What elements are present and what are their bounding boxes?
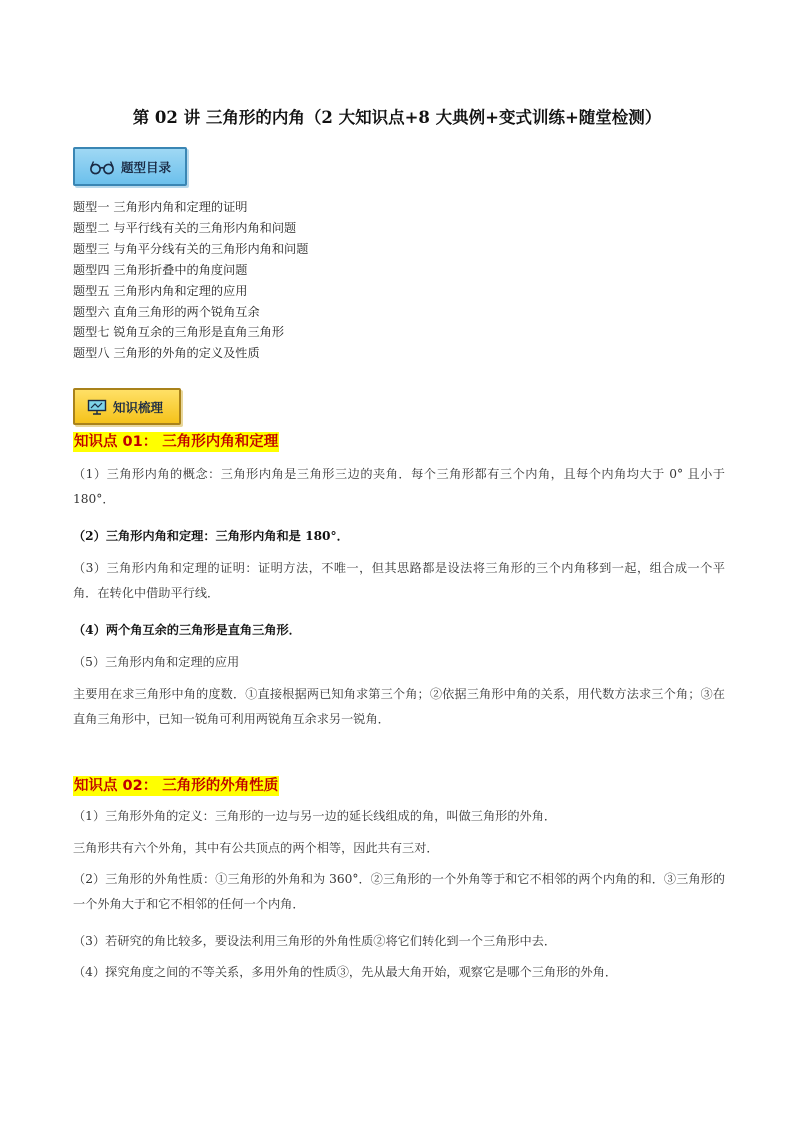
- paragraph: （2）三角形内角和定理：三角形内角和是 180°．: [73, 529, 349, 543]
- paragraph: 三角形共有六个外角，其中有公共顶点的两个相等，因此共有三对．: [73, 841, 439, 855]
- paragraph: （1）三角形内角的概念：三角形内角是三角形三边的夹角．每个三角形都有三个内角，且每个内角均大于 0° 且小于 180°．: [73, 467, 725, 506]
- presentation-board-icon: [87, 399, 107, 415]
- page-title: 第 02 讲 三角形的内角（2 大知识点+8 大典例+变式训练+随堂检测）: [132, 108, 662, 127]
- knowledge-badge-label: 知识梳理: [113, 399, 164, 415]
- toc-badge: [73, 147, 187, 186]
- toc-item: 题型三 与角平分线有关的三角形内角和问题: [73, 241, 309, 256]
- knowledge-badge: [73, 388, 181, 425]
- toc-item: 题型五 三角形内角和定理的应用: [73, 283, 248, 298]
- paragraph: 主要用在求三角形中角的度数．①直接根据两已知角求第三个角；②依据三角形中角的关系，用代数方法求三个角；③在直角三角形中，已知一锐角可利用两锐角互余求另一锐角．: [73, 687, 725, 726]
- toc-item: 题型二 与平行线有关的三角形内角和问题: [73, 220, 297, 235]
- glasses-icon: [89, 159, 115, 175]
- paragraph: （2）三角形的外角性质：①三角形的外角和为 360°．②三角形的一个外角等于和它不相邻的两个内角的和．③三角形的一个外角大于和它不相邻的任何一个内角．: [73, 872, 725, 911]
- paragraph: （4）探究角度之间的不等关系，多用外角的性质③，先从最大角开始，观察它是哪个三角形的外角．: [73, 965, 618, 979]
- toc-item: 题型八 三角形的外角的定义及性质: [73, 346, 260, 361]
- paragraph: （3）若研究的角比较多，要设法利用三角形的外角性质②将它们转化到一个三角形中去．: [73, 934, 557, 948]
- paragraph: （4）两个角互余的三角形是直角三角形．: [73, 623, 301, 637]
- section-heading-knowledge-02: 知识点 02： 三角形的外角性质: [74, 778, 279, 794]
- paragraph: （1）三角形外角的定义：三角形的一边与另一边的延长线组成的角，叫做三角形的外角．: [73, 809, 557, 823]
- toc-item: 题型七 锐角互余的三角形是直角三角形: [73, 325, 285, 340]
- paragraph: （3）三角形内角和定理的证明：证明方法，不唯一，但其思路都是设法将三角形的三个内角移到一起，组合成一个平角．在转化中借助平行线．: [73, 561, 725, 600]
- toc-item: 题型四 三角形折叠中的角度问题: [73, 262, 248, 277]
- toc-badge-label: 题型目录: [121, 159, 172, 175]
- section-heading-knowledge-01: 知识点 01： 三角形内角和定理: [74, 434, 279, 450]
- toc-item: 题型一 三角形内角和定理的证明: [73, 200, 248, 214]
- toc-item: 题型六 直角三角形的两个锐角互余: [73, 304, 260, 319]
- toc-list: [73, 197, 308, 364]
- paragraph: （5）三角形内角和定理的应用: [73, 655, 240, 669]
